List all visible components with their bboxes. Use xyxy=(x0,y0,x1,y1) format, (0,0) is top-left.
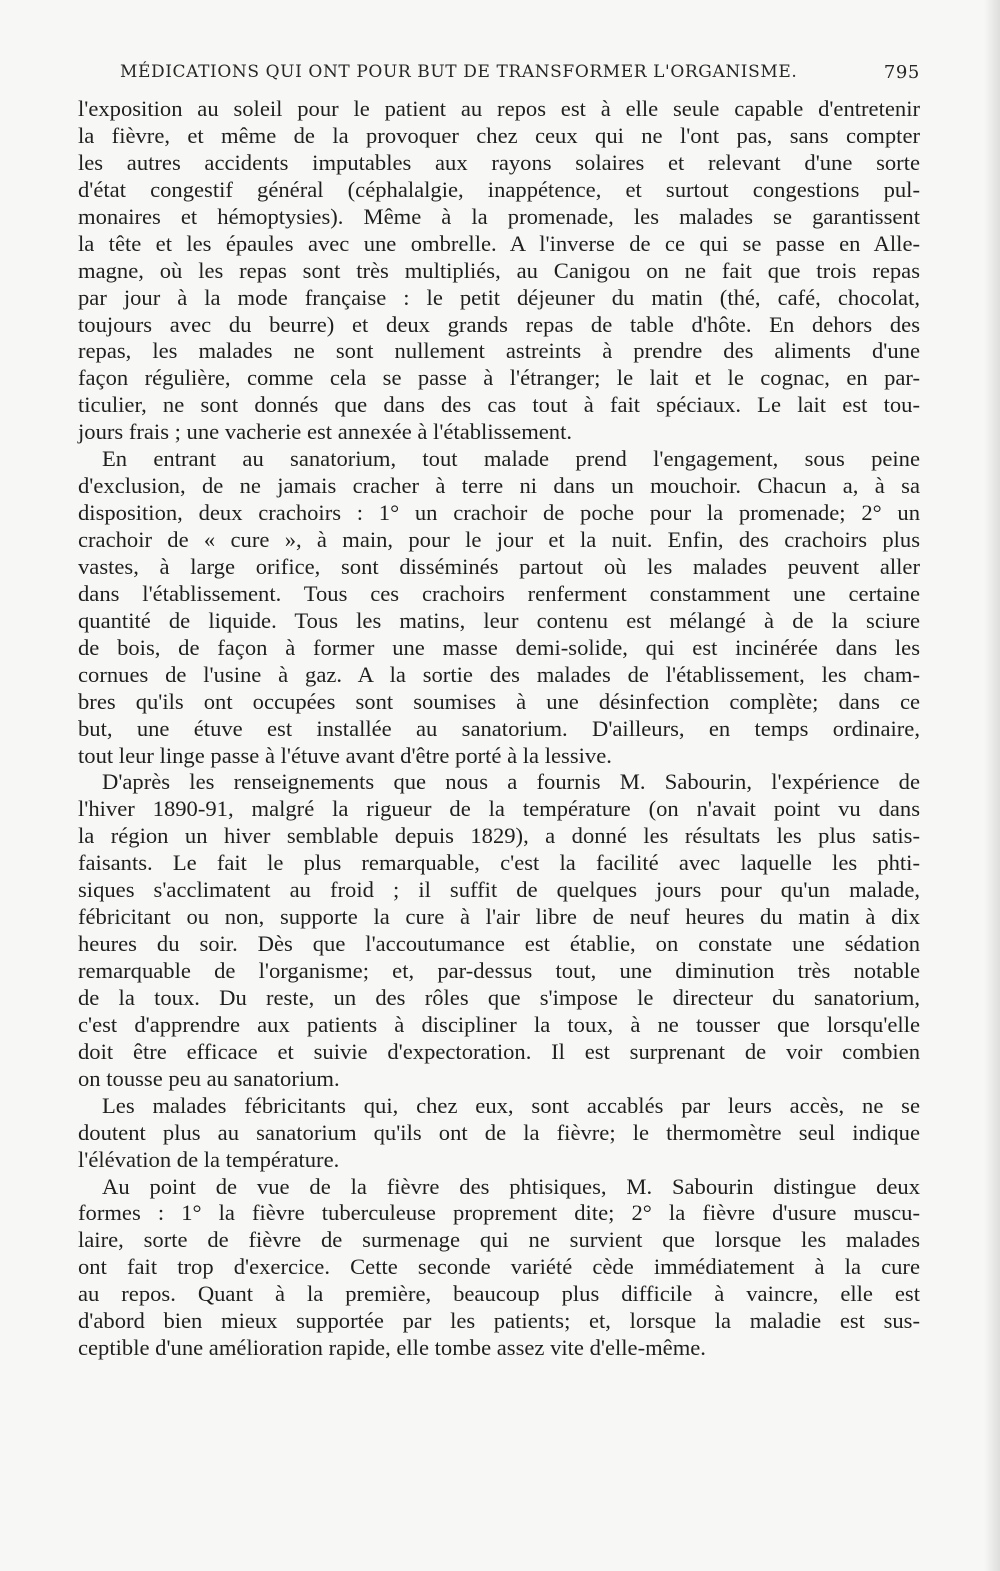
text-line: cornues de l'usine à gaz. A la sortie des malades de l'établissement, les cham- xyxy=(78,661,920,687)
text-line: Au point de vue de la fièvre des phtisiques, M. Sabourin distingue deux xyxy=(102,1173,920,1199)
text-line: magne, où les repas sont très multipliés, au Canigou on ne fait que trois repas xyxy=(78,257,920,283)
text-line: faisants. Le fait le plus remarquable, c'est la facilité avec laquelle les phti- xyxy=(78,850,920,876)
text-line: c'est d'apprendre aux patients à discipliner la toux, à ne tousser que lorsqu'elle xyxy=(78,1011,920,1037)
text-line: de bois, de façon à former une masse demi-solide, qui est incinérée dans les xyxy=(78,634,920,660)
text-line: quantité de liquide. Tous les matins, leur contenu est mélangé à de la sciure xyxy=(78,607,920,633)
text-line: but, une étuve est installée au sanatorium. D'ailleurs, en temps ordinaire, xyxy=(78,715,920,741)
text-line: monaires et hémoptysies). Même à la promenade, les malades se garantissent xyxy=(78,203,920,229)
text-line: la tête et les épaules avec une ombrelle. A l'inverse de ce qui se passe en Alle- xyxy=(78,230,920,256)
text-line: doutent plus au sanatorium qu'ils ont de la fièvre; le thermomètre seul indique xyxy=(78,1119,920,1145)
text-line: les autres accidents imputables aux rayons solaires et relevant d'une sorte xyxy=(78,149,920,175)
running-title: MÉDICATIONS QUI ONT POUR BUT DE TRANSFORMER L'ORGANISME. xyxy=(120,62,798,82)
page-body xyxy=(78,96,920,1362)
text-line: d'abord bien mieux supportée par les patients; et, lorsque la maladie est sus- xyxy=(78,1308,920,1334)
text-line: la région un hiver semblable depuis 1829), a donné les résultats les plus satis- xyxy=(78,823,920,849)
page-number: 795 xyxy=(883,62,920,83)
text-line: façon régulière, comme cela se passe à l'étranger; le lait et le cognac, en par- xyxy=(78,365,920,391)
text-line: toujours avec du beurre) et deux grands repas de table d'hôte. En dehors des xyxy=(78,311,920,337)
text-line: par jour à la mode française : le petit déjeuner du matin (thé, café, chocolat, xyxy=(78,284,920,310)
text-line: jours frais ; une vacherie est annexée à l'établissement. xyxy=(78,419,573,445)
text-line: bres qu'ils ont occupées sont soumises à une désinfection complète; dans ce xyxy=(78,688,920,714)
text-line: l'hiver 1890-91, malgré la rigueur de la température (on n'avait point vu dans xyxy=(78,796,920,822)
text-line: ticulier, ne sont donnés que dans des cas tout à fait spéciaux. Le lait est tou- xyxy=(78,392,920,418)
running-header xyxy=(120,62,920,88)
text-line: de la toux. Du reste, un des rôles que s'impose le directeur du sanatorium, xyxy=(78,984,920,1010)
text-line: heures du soir. Dès que l'accoutumance est établie, on constate une sédation xyxy=(78,931,920,957)
text-line: d'exclusion, de ne jamais cracher à terre ni dans un mouchoir. Chacun a, à sa xyxy=(78,473,920,499)
text-line: D'après les renseignements que nous a fournis M. Sabourin, l'expérience de xyxy=(102,769,920,795)
text-line: doit être efficace et suivie d'expectoration. Il est surprenant de voir combien xyxy=(78,1038,920,1064)
text-line: la fièvre, et même de la provoquer chez ceux qui ne l'ont pas, sans compter xyxy=(78,122,920,148)
text-line: remarquable de l'organisme; et, par-dessus tout, une diminution très notable xyxy=(78,958,920,983)
text-line: crachoir de « cure », à main, pour le jour et la nuit. Enfin, des crachoirs plus xyxy=(78,527,920,552)
text-line: tout leur linge passe à l'étuve avant d'être porté à la lessive. xyxy=(78,742,612,768)
text-line: l'exposition au soleil pour le patient au repos est à elle seule capable d'entretenir xyxy=(78,96,920,121)
text-line: En entrant au sanatorium, tout malade prend l'engagement, sous peine xyxy=(102,446,920,472)
text-line: ceptible d'une amélioration rapide, elle tombe assez vite d'elle-même. xyxy=(78,1335,706,1361)
text-line: au repos. Quant à la première, beaucoup plus difficile à vaincre, elle est xyxy=(78,1281,920,1307)
text-line: dans l'établissement. Tous ces crachoirs renferment constamment une certaine xyxy=(78,580,920,606)
text-line: ont fait trop d'exercice. Cette seconde variété cède immédiatement à la cure xyxy=(78,1254,920,1280)
text-line: d'état congestif général (céphalalgie, inappétence, et surtout congestions pul- xyxy=(78,176,920,202)
text-line: Les malades fébricitants qui, chez eux, sont accablés par leurs accès, ne se xyxy=(102,1092,920,1118)
text-line: siques s'acclimatent au froid ; il suffit de quelques jours pour qu'un malade, xyxy=(78,877,920,903)
text-line: repas, les malades ne sont nullement astreints à prendre des aliments d'une xyxy=(78,338,920,364)
text-line: vastes, à large orifice, sont disséminés partout où les malades peuvent aller xyxy=(78,553,920,579)
text-line: formes : 1° la fièvre tuberculeuse proprement dite; 2° la fièvre d'usure muscu- xyxy=(78,1200,920,1226)
text-line: disposition, deux crachoirs : 1° un crachoir de poche pour la promenade; 2° un xyxy=(78,500,920,526)
text-line: on tousse peu au sanatorium. xyxy=(78,1065,340,1091)
text-line: l'élévation de la température. xyxy=(78,1146,340,1172)
text-line: laire, sorte de fièvre de surmenage qui ne survient que lorsque les malades xyxy=(78,1227,920,1253)
text-line: fébricitant ou non, supporte la cure à l'air libre de neuf heures du matin à dix xyxy=(78,904,920,930)
